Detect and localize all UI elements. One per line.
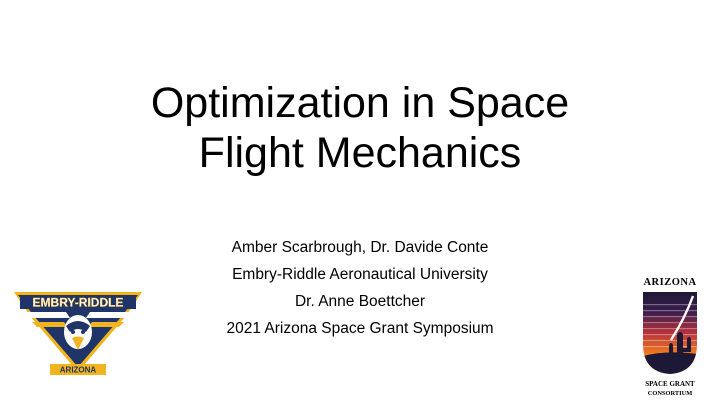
logo-left-wing-stripe <box>24 312 70 318</box>
asgc-bottom-text-2: CONSORTIUM <box>647 390 693 397</box>
embry-riddle-logo <box>14 288 142 376</box>
asgc-top-text: ARIZONA <box>643 277 697 288</box>
title-line-1: Optimization in Space <box>150 79 570 127</box>
logo-right-wing-stripe-gold <box>88 322 124 327</box>
arizona-space-grant-logo <box>637 274 703 398</box>
logo-location-text: ARIZONA <box>59 365 97 375</box>
eagle-left-eye-icon <box>71 330 75 334</box>
asgc-bottom-text-1: SPACE GRANT <box>645 380 695 388</box>
event-line: 2021 Arizona Space Grant Symposium <box>226 320 494 337</box>
title-line-2: Flight Mechanics <box>198 129 522 177</box>
logo-right-wing-stripe <box>86 312 132 318</box>
eagle-right-eye-icon <box>81 330 85 334</box>
authors-line: Amber Scarbrough, Dr. Davide Conte <box>231 239 489 256</box>
logo-left-wing-stripe-gold <box>32 322 68 327</box>
advisor-line: Dr. Anne Boettcher <box>294 293 426 310</box>
university-line: Embry-Riddle Aeronautical University <box>232 266 488 283</box>
slide-title <box>0 78 720 178</box>
logo-name-text: EMBRY-RIDDLE <box>32 295 124 310</box>
